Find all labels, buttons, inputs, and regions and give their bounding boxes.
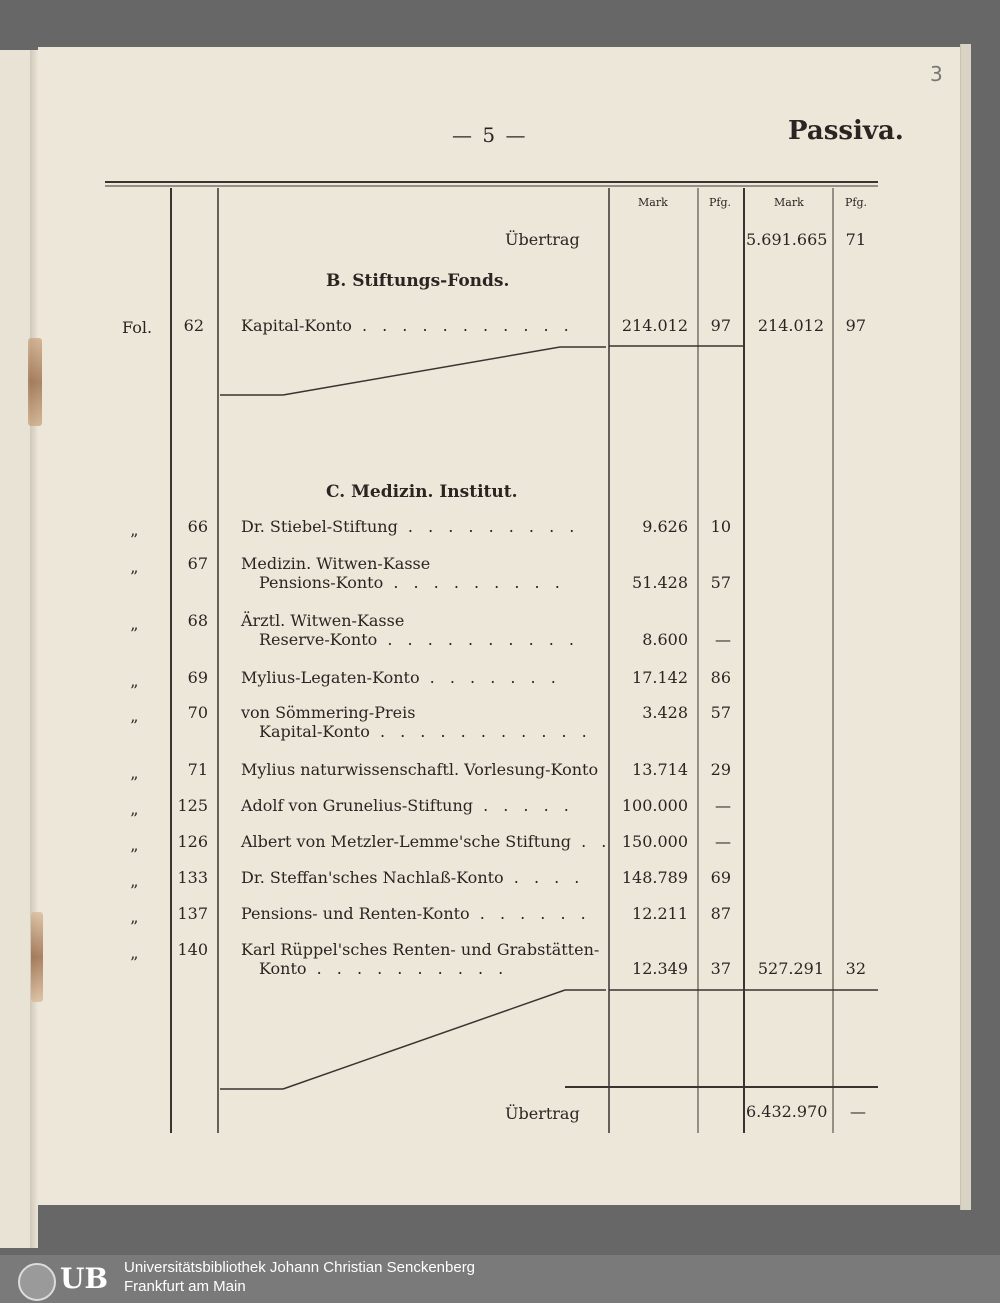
row-ref: ”: [130, 917, 139, 936]
row-mark: 12.211: [632, 904, 688, 923]
row-label-line-1: Dr. Stiebel-Stiftung . . . . . . . . .: [241, 517, 580, 536]
row-ref: ”: [130, 845, 139, 864]
row-label-line-1: Adolf von Grunelius-Stiftung . . . . .: [241, 796, 574, 815]
row-total-mark: 214.012: [757, 316, 824, 335]
footer-line-2: Frankfurt am Main: [124, 1278, 246, 1295]
column-header-mark-1: Mark: [638, 196, 668, 209]
row-label: Kapital-Konto . . . . . . . . . . .: [241, 316, 574, 335]
row-folio: 71: [187, 760, 208, 779]
portrait-icon: [18, 1263, 56, 1301]
row-pfg: —: [715, 796, 731, 815]
column-header-pfg-2: Pfg.: [845, 196, 868, 209]
row-mark: 51.428: [632, 573, 688, 592]
row-label-line-1: Pensions- und Renten-Konto . . . . . .: [241, 904, 591, 923]
row-folio: 62: [183, 316, 204, 335]
row-label-line-2: Kapital-Konto . . . . . . . . . . .: [259, 722, 592, 741]
library-logo[interactable]: [10, 1257, 118, 1301]
row-pfg: 57: [710, 573, 731, 592]
row-pfg: 69: [710, 868, 731, 887]
row-pfg: 57: [710, 703, 731, 722]
row-pfg: 87: [710, 904, 731, 923]
row-label-line-2: Pensions-Konto . . . . . . . . .: [259, 573, 565, 592]
row-label-line-1: Mylius naturwissenschaftl. Vorlesung-Konto: [241, 760, 599, 779]
logo-text: UB: [60, 1262, 109, 1295]
row-pfg: 10: [710, 517, 731, 536]
footer-line-1: Universitätsbibliothek Johann Christian Senckenberg: [124, 1259, 476, 1276]
row-mark: 3.428: [642, 703, 688, 722]
row-folio: 125: [177, 796, 208, 815]
row-label-line-1: Medizin. Witwen-Kasse: [241, 554, 431, 573]
row-folio: 66: [187, 517, 208, 536]
column-header-mark-2: Mark: [774, 196, 804, 209]
row-mark: 100.000: [621, 796, 688, 815]
row-folio: 67: [187, 554, 208, 573]
carry-out-label: Übertrag: [505, 1104, 580, 1123]
row-label-line-1: Karl Rüppel'sches Renten- und Grabstätten-: [241, 940, 600, 959]
row-folio: 68: [187, 611, 208, 630]
row-folio: 140: [177, 940, 208, 959]
section-b-heading: B. Stiftungs-Fonds.: [326, 271, 510, 291]
row-ref: ”: [130, 681, 139, 700]
row-ref: ”: [130, 953, 139, 972]
section-c-heading: C. Medizin. Institut.: [326, 482, 518, 502]
row-label-line-1: Mylius-Legaten-Konto . . . . . . .: [241, 668, 561, 687]
row-ref: ”: [130, 716, 139, 735]
carry-in-pfg: 71: [845, 230, 866, 249]
row-pfg: —: [715, 832, 731, 851]
carry-out-pfg: —: [850, 1102, 866, 1121]
row-ref: ”: [130, 881, 139, 900]
section-c-total-mark: 527.291: [757, 959, 824, 978]
row-label-line-1: Albert von Metzler-Lemme'sche Stiftung . .: [241, 832, 612, 851]
carry-in-label: Übertrag: [505, 230, 580, 249]
carry-out-mark: 6.432.970: [746, 1102, 828, 1121]
row-label-line-2: Konto . . . . . . . . . .: [259, 959, 509, 978]
row-mark: 13.714: [632, 760, 688, 779]
row-ref: ”: [130, 624, 139, 643]
row-pfg: —: [715, 630, 731, 649]
row-pfg: 37: [710, 959, 731, 978]
pencil-mark: 3: [930, 62, 943, 86]
row-mark: 8.600: [642, 630, 688, 649]
column-header-pfg-1: Pfg.: [709, 196, 732, 209]
row-mark: 150.000: [621, 832, 688, 851]
row-total-pfg: 97: [845, 316, 866, 335]
row-pfg: 29: [710, 760, 731, 779]
row-folio: 133: [177, 868, 208, 887]
row-label-line-1: von Sömmering-Preis: [241, 703, 416, 722]
row-label-line-1: Ärztl. Witwen-Kasse: [241, 611, 405, 630]
page-number: — 5 —: [452, 123, 528, 147]
page-title: Passiva.: [788, 116, 904, 146]
row-folio: 137: [177, 904, 208, 923]
row-ref: ”: [130, 567, 139, 586]
row-label-line-1: Dr. Steffan'sches Nachlaß-Konto . . . .: [241, 868, 585, 887]
row-mark: 148.789: [621, 868, 688, 887]
row-folio: 69: [187, 668, 208, 687]
row-folio: 70: [187, 703, 208, 722]
row-mark: 12.349: [632, 959, 688, 978]
carry-in-mark: 5.691.665: [746, 230, 828, 249]
row-pfg: 86: [710, 668, 731, 687]
row-mark: 214.012: [621, 316, 688, 335]
row-ref: ”: [130, 530, 139, 549]
row-ref: ”: [130, 773, 139, 792]
section-c-total-pfg: 32: [845, 959, 866, 978]
row-ref: Fol.: [122, 318, 153, 337]
row-folio: 126: [177, 832, 208, 851]
row-label-line-2: Reserve-Konto . . . . . . . . . .: [259, 630, 579, 649]
row-mark: 17.142: [632, 668, 688, 687]
row-pfg: 97: [710, 316, 731, 335]
row-ref: ”: [130, 809, 139, 828]
row-mark: 9.626: [642, 517, 688, 536]
